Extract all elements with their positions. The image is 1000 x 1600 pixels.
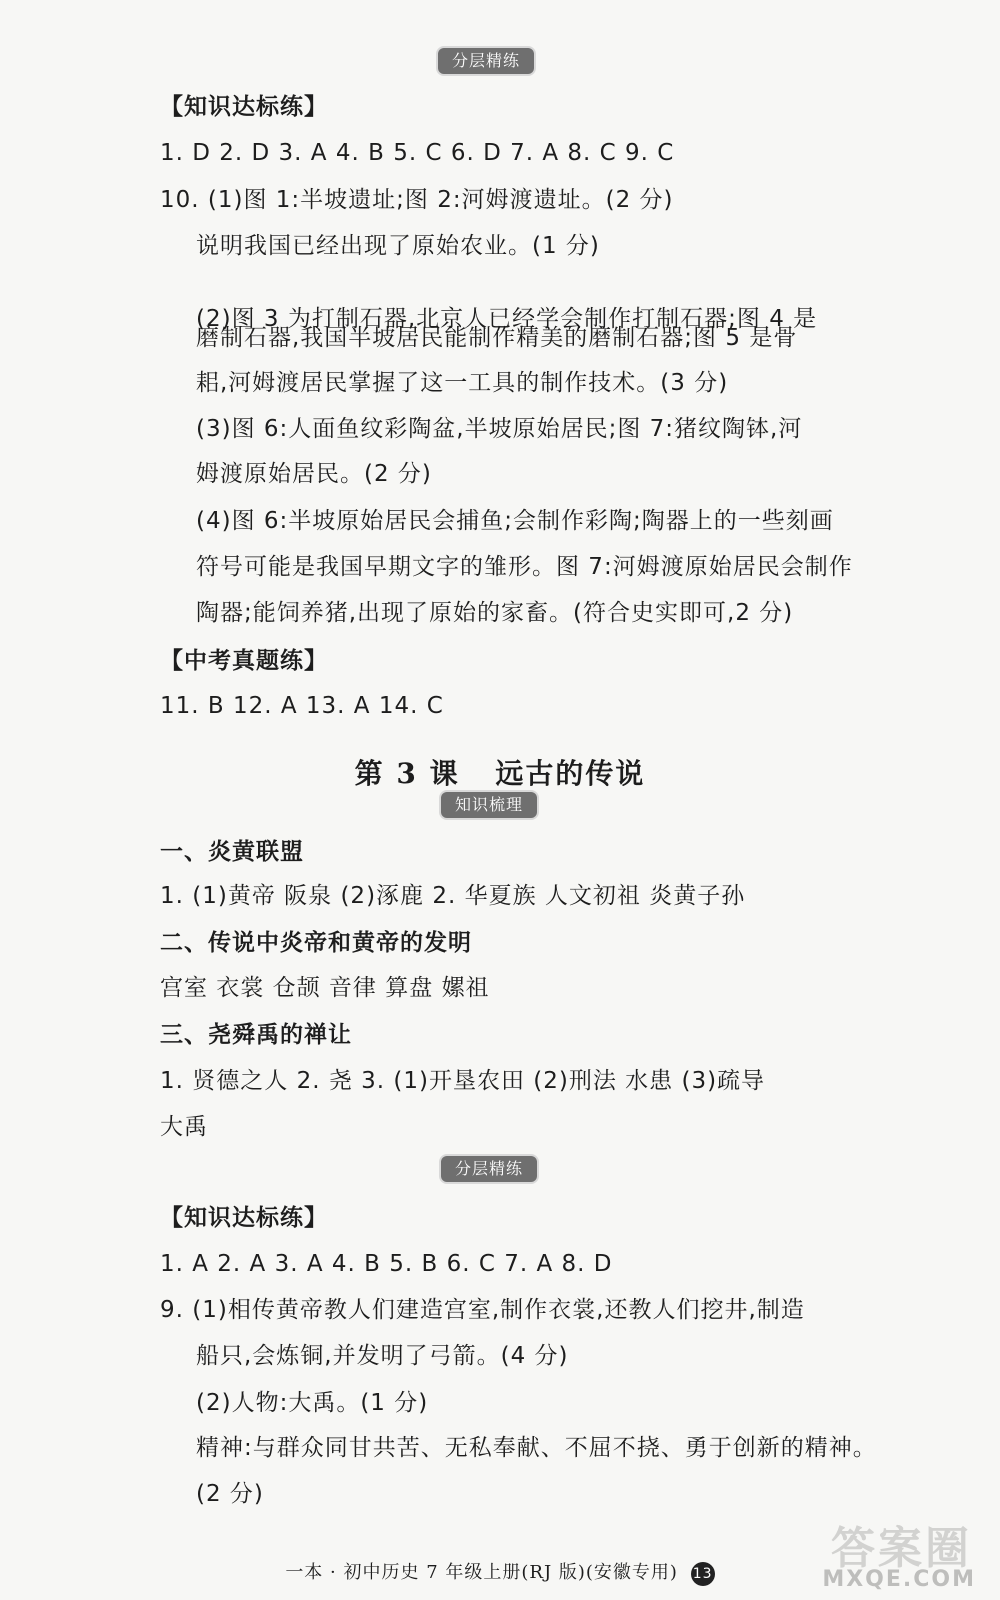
lesson-name: 远古的传说 [495,757,646,790]
lesson-number: 第 3 课 [354,757,460,790]
q10-line-10: 陶器;能饲养猪,出现了原始的家畜。(符合史实即可,2 分) [196,600,794,626]
q9-line-2: 船只,会炼铜,并发明了弓箭。(4 分) [196,1343,569,1369]
lesson-title [0,752,1000,792]
watermark [790,1512,980,1592]
footer-book-title: 一本 · 初中历史 7 年级上册(RJ 版)(安徽专用) [285,1562,678,1583]
q10-line-6: (3)图 6:人面鱼纹彩陶盆,半坡原始居民;图 7:猪纹陶钵,河 [196,416,803,442]
q9-line-5: (2 分) [196,1481,264,1507]
q10-line-3: (2)图 3 为打制石器,北京人已经学会制作打制石器;图 4 是 [196,306,818,332]
q9-line-4: 精神:与群众同甘共苦、无私奉献、不屈不挠、勇于创新的精神。 [196,1435,877,1461]
q10-line-8: (4)图 6:半坡原始居民会捕鱼;会制作彩陶;陶器上的一些刻画 [196,508,834,534]
section-badge-knowledge-review: 知识梳理 [441,792,537,818]
watermark-site: MXQE.COM [822,1567,976,1592]
q10-line-7: 姆渡原始居民。(2 分) [196,461,432,487]
mc-answers-line-2: 1. A 2. A 3. A 4. B 5. B 6. C 7. A 8. D [160,1251,613,1277]
exam-answers-line: 11. B 12. A 13. A 14. C [160,693,444,719]
heading-abdication: 三、尧舜禹的禅让 [160,1022,352,1048]
watermark-logo: 答案圈 [831,1523,972,1574]
section-badge-layered-practice: 分层精练 [438,48,534,74]
heading-exam-practice: 【中考真题练】 [160,648,328,674]
q10-line-1: 10. (1)图 1:半坡遗址;图 2:河姆渡遗址。(2 分) [160,187,674,213]
heading-inventions: 二、传说中炎帝和黄帝的发明 [160,930,472,956]
q10-line-9: 符号可能是我国早期文字的雏形。图 7:河姆渡原始居民会制作 [196,554,853,580]
q10-line-5: 耜,河姆渡居民掌握了这一工具的制作技术。(3 分) [196,370,729,396]
heading-knowledge-practice-2: 【知识达标练】 [160,1205,328,1231]
heading-knowledge-practice: 【知识达标练】 [160,94,328,120]
q9-line-1: 9. (1)相传黄帝教人们建造宫室,制作衣裳,还教人们挖井,制造 [160,1297,805,1323]
mc-answers-line: 1. D 2. D 3. A 4. B 5. C 6. D 7. A 8. C 9. C [160,140,675,166]
inventions-answers: 宫室 衣裳 仓颉 音律 算盘 嫘祖 [160,975,490,1001]
q9-line-3: (2)人物:大禹。(1 分) [196,1390,429,1416]
abdication-answers-line-2: 大禹 [160,1114,208,1140]
q10-line-2: 说明我国已经出现了原始农业。(1 分) [196,233,600,259]
section-badge-layered-practice-2: 分层精练 [441,1156,537,1182]
page-number: 13 [691,1562,715,1586]
heading-yanhuang-alliance: 一、炎黄联盟 [160,839,304,865]
q10-line-4: 磨制石器,我国半坡居民能制作精美的磨制石器;图 5 是骨 [196,325,798,351]
yanhuang-answers: 1. (1)黄帝 阪泉 (2)涿鹿 2. 华夏族 人文初祖 炎黄子孙 [160,883,746,909]
abdication-answers-line-1: 1. 贤德之人 2. 尧 3. (1)开垦农田 (2)刑法 水患 (3)疏导 [160,1068,766,1094]
